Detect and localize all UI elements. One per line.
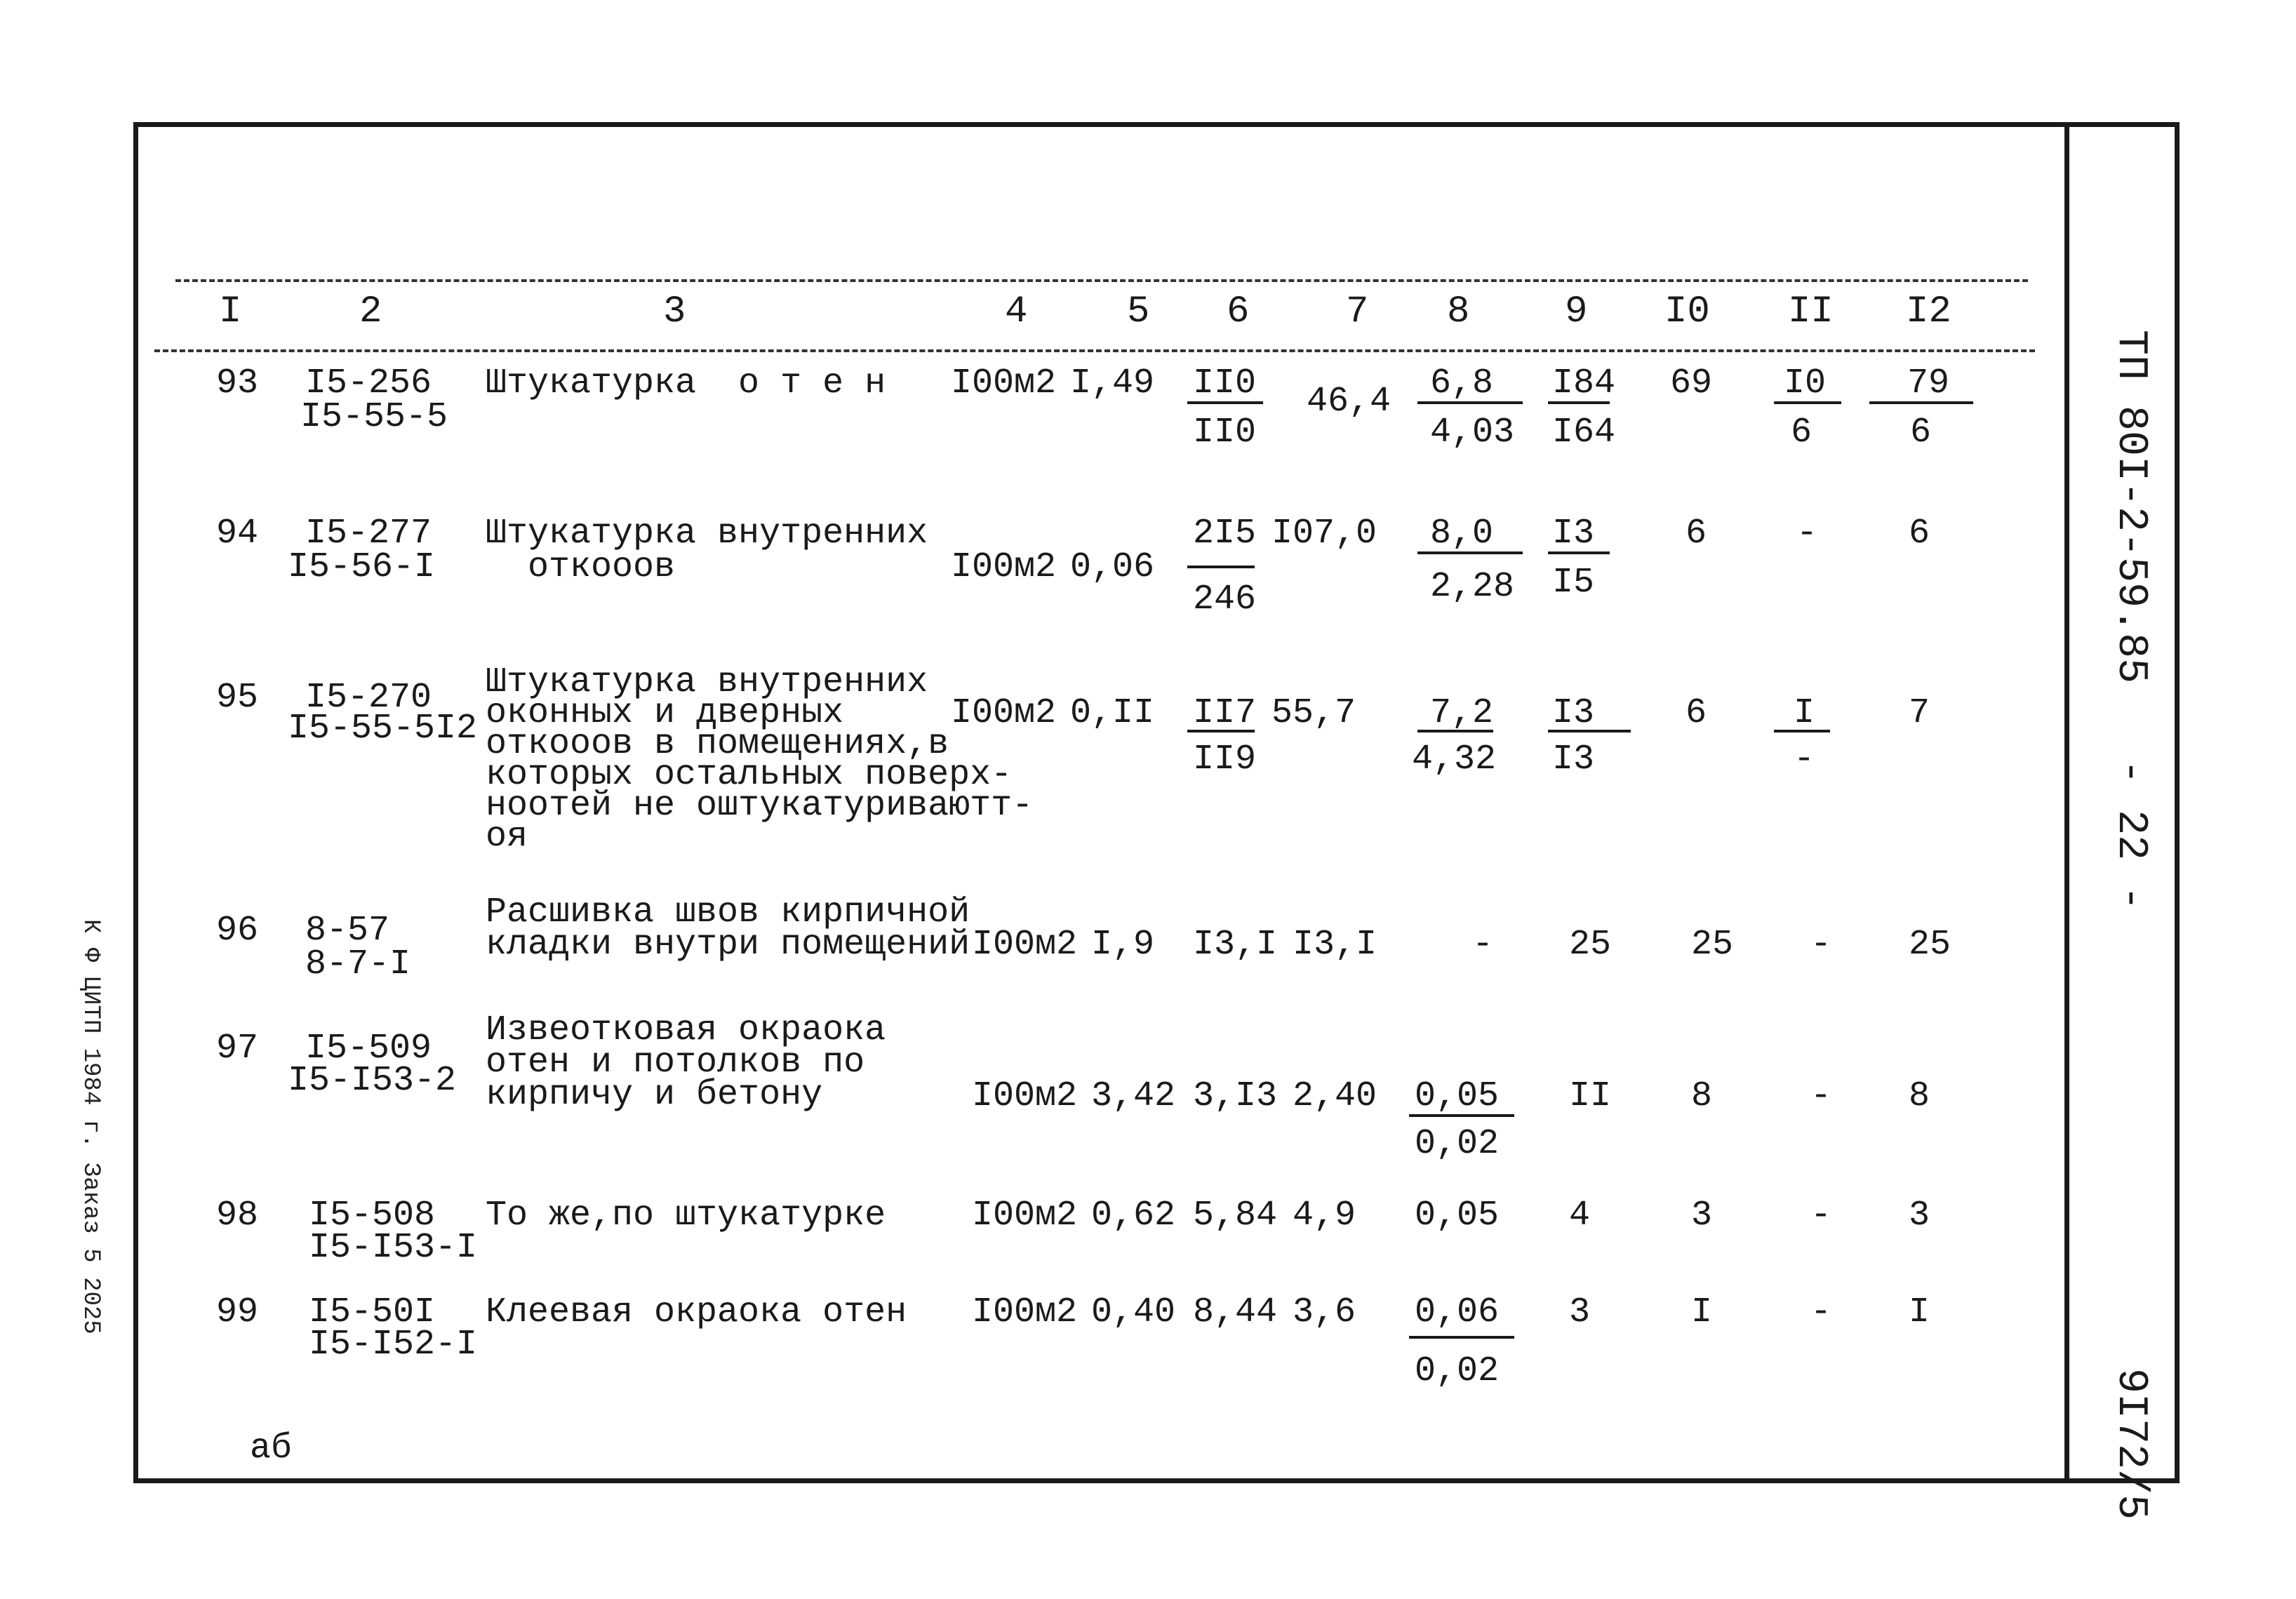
row-col9-bottom: I5: [1552, 563, 1595, 603]
row-number: 98: [216, 1196, 259, 1236]
row-col8-top: 0,05: [1415, 1196, 1500, 1236]
row-code-1: 8-57: [305, 911, 390, 951]
row-code-1: I5-270: [305, 678, 432, 718]
row-name-line: кирпичу и бетону: [486, 1075, 823, 1115]
row-col6-top: 8,44: [1193, 1292, 1278, 1332]
row-col6-top: 3,I3: [1193, 1076, 1278, 1116]
row-code-1: I5-509: [305, 1029, 432, 1069]
row-code-2: 8-7-I: [305, 944, 411, 984]
sheet-number-stamp: 9I72/5: [2107, 1368, 2154, 1520]
row-name-line: Клеевая окраока отен: [486, 1292, 907, 1332]
row-code-2: I5-55-5I2: [288, 709, 478, 749]
row-number: 95: [216, 678, 259, 718]
header-rule-bottom: [154, 349, 2035, 352]
header-col-1: I: [219, 290, 242, 333]
row-code-2: I5-I53-2: [288, 1061, 457, 1101]
row-col11-top: -: [1810, 925, 1832, 965]
row-name-line: оя: [486, 817, 528, 857]
row-col7: 4,9: [1293, 1196, 1356, 1236]
row-unit: I00м2: [972, 1292, 1078, 1332]
row-name-line: Штукатурка внутренних: [486, 662, 928, 702]
row-col12-top: 8: [1909, 1076, 1930, 1116]
row-col9-bottom: I3: [1552, 740, 1595, 780]
printing-note: К Ф ЦИТП 1984 г. Заказ 5 2025: [77, 919, 104, 1334]
row-col11-top: -: [1810, 1076, 1832, 1116]
row-col11-top: -: [1796, 514, 1818, 554]
row-col6-top: 5,84: [1193, 1196, 1278, 1236]
row-col11-top: I0: [1784, 363, 1827, 403]
row-col10: 69: [1670, 363, 1713, 403]
row-number: 97: [216, 1029, 259, 1069]
row-quantity: I,49: [1070, 363, 1155, 403]
row-unit: I00м2: [972, 925, 1078, 965]
fraction-line: [1417, 551, 1523, 554]
row-col12-top: I: [1909, 1292, 1930, 1332]
header-col-4: 4: [1005, 290, 1028, 333]
row-name-line: оконных и дверных: [486, 693, 844, 733]
row-col8-top: -: [1472, 925, 1494, 965]
row-col8-bottom: 4,32: [1412, 740, 1497, 780]
row-col12-bottom: 6: [1910, 413, 1932, 453]
row-col11-top: -: [1810, 1196, 1832, 1236]
fraction-line: [1548, 401, 1610, 404]
row-col9-top: I3: [1552, 693, 1595, 733]
row-col10: 8: [1691, 1076, 1713, 1116]
fraction-line: [1409, 1336, 1514, 1339]
row-number: 94: [216, 514, 259, 554]
row-name-line: Штукатурка о т е н: [486, 363, 886, 403]
row-col10: 6: [1686, 693, 1707, 733]
fraction-line: [1417, 730, 1493, 732]
fraction-line: [1774, 730, 1830, 732]
header-col-10: I0: [1664, 290, 1710, 333]
row-col7: I3,I: [1293, 925, 1377, 965]
header-col-12: I2: [1906, 290, 1951, 333]
fraction-line: [1417, 401, 1523, 404]
row-name-line: Извеотковая окраока: [486, 1010, 886, 1050]
fraction-line: [1548, 551, 1610, 554]
row-unit: I00м2: [951, 693, 1057, 733]
row-unit: I00м2: [972, 1076, 1078, 1116]
row-name-line: То же,по штукатурке: [486, 1196, 886, 1236]
row-col9-top: 25: [1569, 925, 1612, 965]
row-quantity: 0,40: [1091, 1292, 1176, 1332]
row-col6-top: 2I5: [1193, 514, 1257, 554]
row-col6-top: II0: [1193, 363, 1257, 403]
side-divider: [2064, 122, 2069, 1483]
header-col-6: 6: [1227, 290, 1250, 333]
row-col8-top: 0,06: [1415, 1292, 1500, 1332]
row-col10: 3: [1691, 1196, 1713, 1236]
row-unit: I00м2: [951, 547, 1057, 587]
row-unit: I00м2: [951, 363, 1057, 403]
header-col-11: II: [1788, 290, 1834, 333]
fraction-line: [1187, 566, 1255, 568]
row-name-line: откооов в помещениях,в: [486, 724, 949, 764]
row-col9-bottom: I64: [1552, 413, 1616, 453]
row-quantity: 0,62: [1091, 1196, 1176, 1236]
header-col-8: 8: [1447, 290, 1470, 333]
row-col6-top: II7: [1193, 693, 1257, 733]
row-col12-top: 79: [1907, 363, 1950, 403]
header-col-2: 2: [359, 290, 382, 333]
row-col12-top: 6: [1909, 514, 1930, 554]
row-code-1: I5-277: [305, 514, 432, 554]
row-col11-top: I: [1794, 693, 1815, 733]
header-col-9: 9: [1565, 290, 1588, 333]
header-rule-top: [175, 279, 2028, 282]
row-name-line: которых остальных поверх-: [486, 755, 1013, 795]
row-col6-bottom: 246: [1193, 580, 1257, 620]
row-code-2: I5-I53-I: [309, 1228, 478, 1268]
row-number: 93: [216, 363, 259, 403]
row-col8-top: 0,05: [1415, 1076, 1500, 1116]
row-name-line: откоoов: [486, 547, 676, 587]
row-col8-bottom: 2,28: [1430, 567, 1515, 607]
row-col9-top: 3: [1569, 1292, 1591, 1332]
row-col7: 3,6: [1293, 1292, 1356, 1332]
row-name-line: кладки внутри помещений: [486, 925, 970, 965]
row-col10: I: [1691, 1292, 1713, 1332]
row-quantity: 3,42: [1091, 1076, 1176, 1116]
row-col8-bottom: 4,03: [1430, 413, 1515, 453]
row-col7: 55,7: [1272, 693, 1356, 733]
row-col8-top: 7,2: [1430, 693, 1494, 733]
row-code-2: I5-I52-I: [309, 1325, 478, 1365]
row-col9-top: II: [1569, 1076, 1612, 1116]
row-col8-top: 6,8: [1430, 363, 1494, 403]
row-col12-top: 3: [1909, 1196, 1930, 1236]
row-col8-bottom: 0,02: [1415, 1124, 1500, 1164]
fraction-line: [1409, 1114, 1514, 1117]
row-quantity: 0,II: [1070, 693, 1155, 733]
row-unit: I00м2: [972, 1196, 1078, 1236]
row-code-1: I5-256: [305, 363, 432, 403]
row-name-line: Штукатурка внутренних: [486, 514, 928, 554]
row-col7: 2,40: [1293, 1076, 1377, 1116]
fraction-line: [1774, 401, 1841, 404]
row-number: 96: [216, 911, 259, 951]
fraction-line: [1187, 730, 1255, 732]
row-col8-top: 8,0: [1430, 514, 1494, 554]
row-col6-top: I3,I: [1193, 925, 1278, 965]
row-code-2: I5-55-5: [300, 397, 448, 437]
row-col7: 46,4: [1307, 382, 1391, 422]
row-col9-top: 4: [1569, 1196, 1591, 1236]
page-frame: [133, 122, 2180, 1483]
row-name-line: отен и потолков по: [486, 1043, 865, 1083]
fraction-line: [1869, 401, 1973, 404]
fraction-line: [1187, 401, 1263, 404]
row-col6-bottom: II0: [1193, 413, 1257, 453]
row-col7: I07,0: [1272, 514, 1377, 554]
row-col9-top: I84: [1552, 363, 1616, 403]
row-col6-bottom: II9: [1193, 740, 1257, 780]
row-code-2: I5-56-I: [288, 547, 436, 587]
row-col12-top: 25: [1909, 925, 1951, 965]
row-code-1: I5-508: [309, 1196, 436, 1236]
header-col-7: 7: [1346, 290, 1369, 333]
header-col-3: 3: [663, 290, 686, 333]
row-number: 99: [216, 1292, 259, 1332]
header-col-5: 5: [1127, 290, 1150, 333]
row-col12-top: 7: [1909, 693, 1930, 733]
row-col8-bottom: 0,02: [1415, 1351, 1500, 1391]
row-name-line: ноотей не оштукатуриваютт-: [486, 786, 1034, 826]
document-code-stamp: ТП 80I-2-59.85 - 22 -: [2107, 330, 2154, 911]
footer-mark: аб: [250, 1429, 293, 1468]
row-col11-bottom: 6: [1791, 413, 1813, 453]
row-col11-bottom: -: [1794, 740, 1815, 780]
row-quantity: 0,06: [1070, 547, 1155, 587]
row-code-1: I5-50I: [309, 1292, 436, 1332]
row-col11-top: -: [1810, 1292, 1832, 1332]
row-col10: 25: [1691, 925, 1734, 965]
row-quantity: I,9: [1091, 925, 1155, 965]
row-name-line: Расшивка швов кирпичной: [486, 892, 970, 932]
fraction-line: [1548, 730, 1631, 732]
row-col10: 6: [1686, 514, 1707, 554]
row-col9-top: I3: [1552, 514, 1595, 554]
